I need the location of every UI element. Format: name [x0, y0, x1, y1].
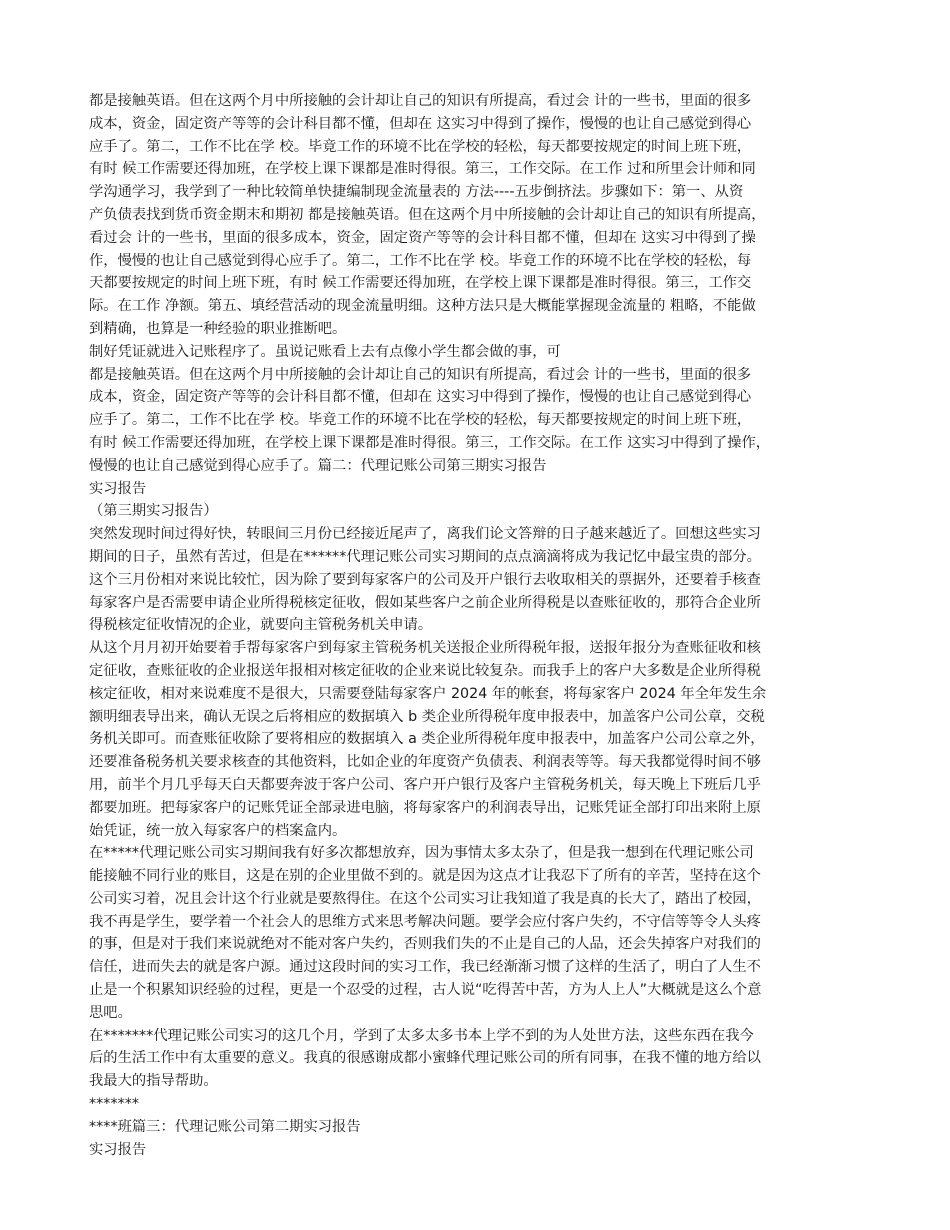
text-line: 制好凭证就进入记账程序了。虽说记账看上去有点像小学生都会做的事，可	[89, 343, 561, 360]
text-line: 务机关即可。而查账征收除了要将相应的数据填入 a 类企业所得税年度申报表中，加盖客户公司公章之外，	[89, 731, 765, 748]
text-line: *******	[89, 1096, 140, 1113]
text-line: 作，慢慢的也让自己感觉到得心应手了。第二，工作不比在学 校。毕竟工作的环境不比在学校的轻松，每	[89, 252, 752, 269]
text-line: 的事，但是对于我们来说就绝对不能对客户失约，否则我们失的不止是自己的人品，还会失掉客户对我们的	[89, 936, 761, 953]
text-line: 在*****代理记账公司实习期间我有好多次都想放弃，因为事情太多太杂了，但是我一想到在代理记账公司	[89, 845, 754, 862]
text-line: 这个三月份相对来说比较忙，因为除了要到每家客户的公司及开户银行去收取相关的票据外，还要着手核查	[89, 571, 761, 588]
text-line: 思吧。	[89, 1004, 132, 1021]
text-line: 始凭证，统一放入每家客户的档案盒内。	[89, 822, 347, 839]
text-line: 公司实习着，况且会计这个行业就是要熬得住。在这个公司实习让我知道了我是真的长大了，踏出了校园，	[89, 890, 761, 907]
text-line: 都要加班。把每家客户的记账凭证全部录进电脑，将每家客户的利润表导出，记账凭证全部打印出来附上原	[89, 799, 761, 816]
text-line: 有时 候工作需要还得加班，在学校上课下课都是准时得很。第三，工作交际。在工作 这实习中得到了操作，	[89, 434, 771, 451]
text-line: 成本，资金，固定资产等等的会计科目都不懂，但却在 这实习中得到了操作，慢慢的也让自己感觉到得心	[89, 115, 752, 132]
text-line: 核定征收，相对来说难度不是很大，只需要登陆每家客户 2024 年的帐套，将每家客户 2024 年全年发生余	[89, 685, 767, 702]
text-line: 应手了。第二，工作不比在学 校。毕竟工作的环境不比在学校的轻松，每天都要按规定的时间上班下班，	[89, 412, 752, 429]
text-line: 能接触不同行业的账目，这是在别的企业里做不到的。就是因为这点才让我忍下了所有的辛苦，坚持在这个	[89, 868, 761, 885]
text-line: 到精确，也算是一种经验的职业推断吧。	[89, 320, 347, 337]
text-line: 都是接触英语。但在这两个月中所接触的会计却让自己的知识有所提高，看过会 计的一些书，里面的很多	[89, 366, 752, 383]
text-line: 应手了。第二，工作不比在学 校。毕竟工作的环境不比在学校的轻松，每天都要按规定的时间上班下班，	[89, 138, 752, 155]
text-line: 突然发现时间过得好快，转眼间三月份已经接近尾声了，离我们论文答辩的日子越来越近了。回想这些实习	[89, 526, 761, 543]
text-line: 我最大的指导帮助。	[89, 1073, 218, 1090]
text-line: 都是接触英语。但在这两个月中所接触的会计却让自己的知识有所提高，看过会 计的一些书，里面的很多	[89, 93, 752, 109]
text-line: 成本，资金，固定资产等等的会计科目都不懂，但却在 这实习中得到了操作，慢慢的也让自己感觉到得心	[89, 389, 752, 406]
text-line: 有时 候工作需要还得加班，在学校上课下课都是准时得很。第三，工作交际。在工作 过和所里会计师和同	[89, 161, 756, 178]
text-line: 额明细表导出来，确认无误之后将相应的数据填入 b 类企业所得税年度申报表中，加盖客户公司公章，交税	[89, 708, 765, 725]
text-line: 期间的日子，虽然有苦过，但是在******代理记账公司实习期间的点点滴滴将成为我记忆中最宝贵的部分。	[89, 548, 761, 565]
text-line: 学沟通学习，我学到了一种比较简单快捷编制现金流量表的 方法----五步倒挤法。步骤如下：第一、从资	[89, 184, 744, 201]
text-line: 信任，进而失去的就是客户源。通过这段时间的实习工作，我已经渐渐习惯了这样的生活了，明白了人生不	[89, 959, 761, 976]
text-line: 在*******代理记账公司实习的这几个月，学到了太多太多书本上学不到的为人处世方法，这些东西在我今	[89, 1027, 754, 1044]
text-line: 得税核定征收情况的企业，就要向主管税务机关申请。	[89, 617, 433, 634]
text-line: 还要准备税务机关要求核查的其他资料，比如企业的年度资产负债表、利润表等等。每天我都觉得时间不够	[89, 754, 761, 771]
text-line: 天都要按规定的时间上班下班，有时 候工作需要还得加班，在学校上课下课都是准时得很。第三，工作交	[89, 275, 752, 292]
text-line: 止是一个积累知识经验的过程，更是一个忍受的过程，古人说“吃得苦中苦，方为人上人”大概就是这么个意	[89, 982, 762, 999]
text-line: ****班篇三：代理记账公司第二期实习报告	[89, 1118, 361, 1135]
text-line: 实习报告	[89, 1141, 147, 1158]
text-line: 慢慢的也让自己感觉到得心应手了。篇二：代理记账公司第三期实习报告	[89, 457, 547, 474]
text-line: 我不再是学生，要学着一个社会人的思维方式来思考解决问题。要学会应付客户失约，不守信等等令人头疼	[89, 913, 761, 930]
text-line: 从这个月月初开始要着手帮每家客户到每家主管税务机关送报企业所得税年报，送报年报分为查账征收和核	[89, 640, 761, 657]
text-line: 看过会 计的一些书，里面的很多成本，资金，固定资产等等的会计科目都不懂，但却在 这实习中得到了操	[89, 229, 756, 246]
text-line: 定征收，查账征收的企业报送年报相对核定征收的企业来说比较复杂。而我手上的客户大多数是企业所得税	[89, 662, 761, 679]
text-line: 后的生活工作中有太重要的意义。我真的很感谢成都小蜜蜂代理记账公司的所有同事，在我不懂的地方给以	[89, 1050, 761, 1067]
text-line: 用，前半个月几乎每天白天都要奔波于客户公司、客户开户银行及客户主管税务机关，每天晚上下班后几乎	[89, 776, 761, 793]
text-line: 实习报告	[89, 480, 147, 497]
document-body	[89, 90, 864, 1161]
text-line: （第三期实习报告）	[89, 503, 218, 520]
text-line: 际。在工作 净额。第五、填经营活动的现金流量明细。这种方法只是大概能掌握现金流量的 粗略，不能做	[89, 298, 756, 315]
text-line: 每家客户是否需要申请企业所得税核定征收，假如某些客户之前企业所得税是以查账征收的，那符合企业所	[89, 594, 761, 611]
text-line: 产负债表找到货币资金期末和期初 都是接触英语。但在这两个月中所接触的会计却让自己的知识有所提高，	[89, 206, 766, 223]
